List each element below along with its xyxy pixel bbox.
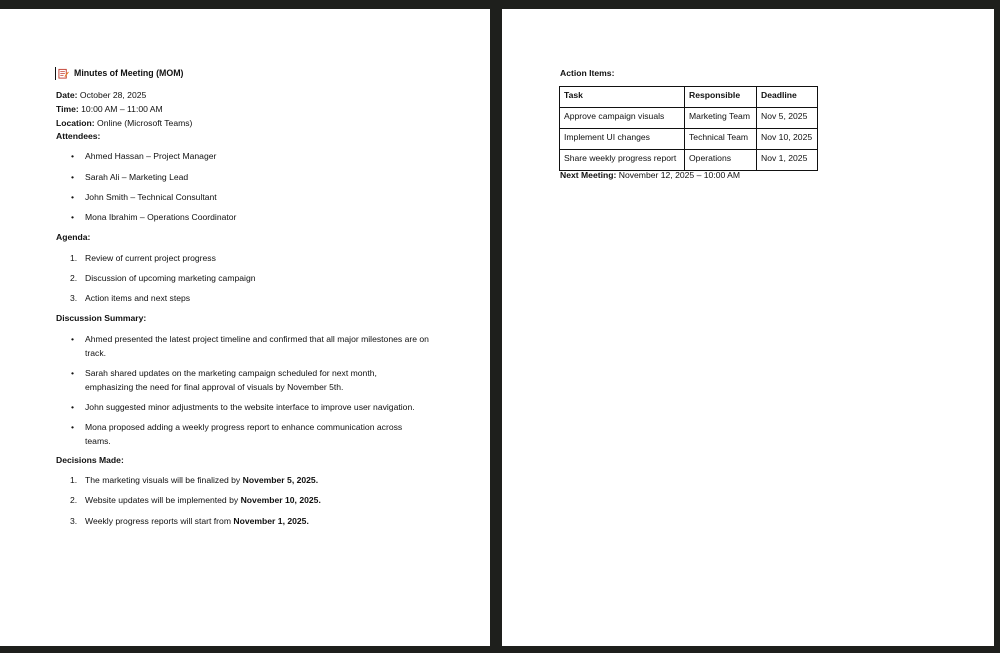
- bullet-icon: •: [71, 368, 75, 378]
- decision-text: Website updates will be implemented by: [85, 495, 241, 505]
- time-line: [56, 102, 163, 116]
- bullet-icon: •: [71, 192, 75, 202]
- decision-text: Weekly progress reports will start from: [85, 516, 234, 526]
- bullet-icon: •: [71, 151, 75, 161]
- list-number: 3.: [70, 293, 78, 303]
- attendees-heading: Attendees:: [56, 131, 101, 141]
- attendee-item: John Smith – Technical Consultant: [85, 192, 217, 202]
- decision-item: [85, 514, 309, 528]
- table-row: [560, 129, 818, 150]
- attendee-item: Ahmed Hassan – Project Manager: [85, 151, 217, 161]
- bullet-icon: •: [71, 422, 75, 432]
- summary-item: Mona proposed adding a weekly progress report to enhance communication across teams.: [85, 422, 403, 446]
- table-cell: Share weekly progress report: [560, 150, 685, 171]
- date-value: October 28, 2025: [77, 90, 147, 100]
- agenda-heading: Agenda:: [56, 232, 91, 242]
- decision-item: [85, 493, 321, 507]
- table-header: Task: [560, 87, 685, 108]
- table-cell: Approve campaign visuals: [560, 108, 685, 129]
- action-items-table: [559, 86, 818, 171]
- table-cell: Nov 1, 2025: [757, 150, 818, 171]
- bullet-icon: •: [71, 172, 75, 182]
- bullet-icon: •: [71, 334, 75, 344]
- table-header: Deadline: [757, 87, 818, 108]
- bullet-icon: •: [71, 212, 75, 222]
- location-label: Location:: [56, 118, 95, 128]
- date-line: [56, 88, 146, 102]
- memo-icon: [58, 68, 69, 79]
- list-number: 1.: [70, 253, 78, 263]
- decision-item: [85, 473, 318, 487]
- bullet-icon: •: [71, 402, 75, 412]
- list-number: 1.: [70, 475, 78, 485]
- summary-heading: Discussion Summary:: [56, 313, 147, 323]
- agenda-item: Action items and next steps: [85, 293, 191, 303]
- date-label: Date:: [56, 90, 78, 100]
- decision-date: November 1, 2025.: [233, 516, 309, 526]
- action-items-heading: Action Items:: [560, 68, 615, 78]
- table-cell: Technical Team: [685, 129, 757, 150]
- table-cell: Nov 10, 2025: [757, 129, 818, 150]
- next-meeting-label: Next Meeting:: [560, 170, 617, 180]
- location-line: [56, 116, 192, 130]
- summary-item: Ahmed presented the latest project timeline and confirmed that all major milestones are on track.: [85, 334, 429, 358]
- document-title: Minutes of Meeting (MOM): [74, 68, 184, 78]
- decisions-heading: Decisions Made:: [56, 455, 124, 465]
- summary-item: John suggested minor adjustments to the website interface to improve user navigation.: [85, 402, 415, 412]
- attendee-item: Mona Ibrahim – Operations Coordinator: [85, 212, 237, 222]
- agenda-item: Review of current project progress: [85, 253, 216, 263]
- table-header: Responsible: [685, 87, 757, 108]
- list-number: 2.: [70, 495, 78, 505]
- table-cell: Operations: [685, 150, 757, 171]
- location-value: Online (Microsoft Teams): [94, 118, 193, 128]
- table-cell: Nov 5, 2025: [757, 108, 818, 129]
- summary-item: Sarah shared updates on the marketing campaign scheduled for next month, emphasizing the need for final approval of visuals by November 5th.: [85, 368, 377, 392]
- table-cell: Implement UI changes: [560, 129, 685, 150]
- text-cursor: [55, 67, 56, 80]
- next-meeting-value: November 12, 2025 – 10:00 AM: [616, 170, 741, 180]
- agenda-item: Discussion of upcoming marketing campaign: [85, 273, 256, 283]
- next-meeting-line: [560, 168, 740, 182]
- attendee-item: Sarah Ali – Marketing Lead: [85, 172, 189, 182]
- table-cell: Marketing Team: [685, 108, 757, 129]
- decision-date: November 5, 2025.: [242, 475, 319, 485]
- time-value: 10:00 AM – 11:00 AM: [78, 104, 163, 114]
- time-label: Time:: [56, 104, 79, 114]
- list-number: 3.: [70, 516, 78, 526]
- title-row: [55, 66, 183, 80]
- table-row: [560, 108, 818, 129]
- decision-date: November 10, 2025.: [240, 495, 321, 505]
- table-header-row: [560, 87, 818, 108]
- list-number: 2.: [70, 273, 78, 283]
- decision-text: The marketing visuals will be finalized by: [85, 475, 243, 485]
